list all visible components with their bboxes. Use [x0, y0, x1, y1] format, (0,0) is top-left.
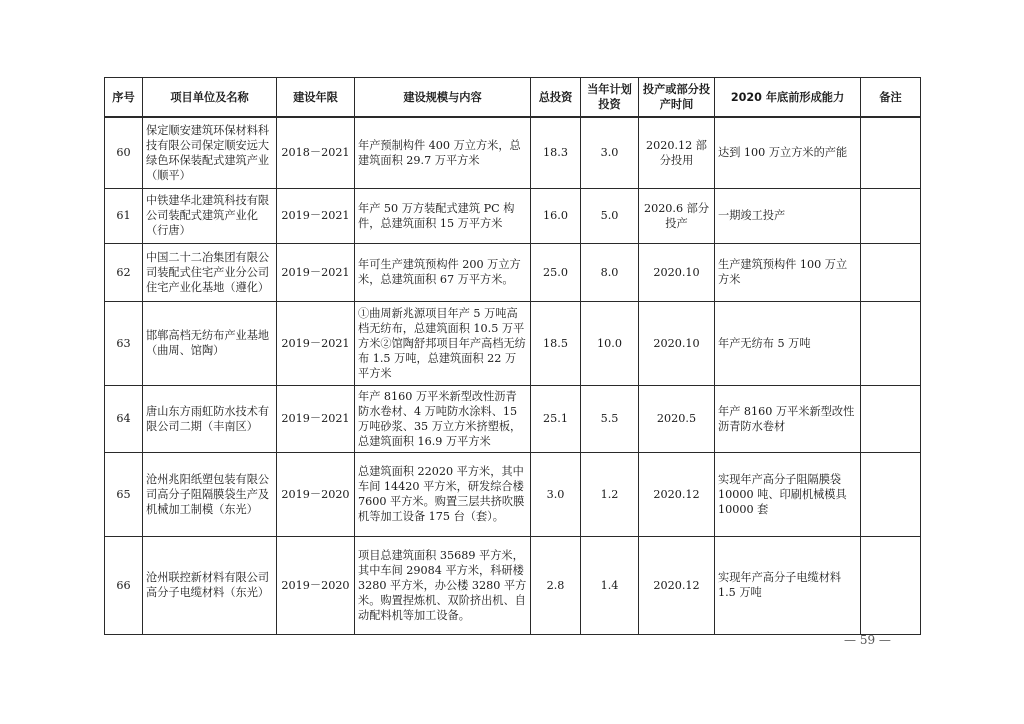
cell-no: 65 [105, 452, 143, 536]
cell-name: 中国二十二冶集团有限公司装配式住宅产业分公司住宅产业化基地（遵化） [143, 243, 277, 301]
cell-years: 2019－2021 [277, 301, 355, 385]
cell-time: 2020.12 部分投用 [639, 117, 715, 188]
cell-no: 62 [105, 243, 143, 301]
cell-time: 2020.10 [639, 243, 715, 301]
cell-capacity: 实现年产高分子电缆材料 1.5 万吨 [715, 536, 861, 634]
cell-no: 60 [105, 117, 143, 188]
cell-note [861, 536, 921, 634]
cell-name: 沧州兆阳纸塑包装有限公司高分子阻隔膜袋生产及机械加工制模（东光） [143, 452, 277, 536]
cell-years: 2019－2021 [277, 385, 355, 452]
col-header-time: 投产或部分投产时间 [639, 78, 715, 118]
col-header-no: 序号 [105, 78, 143, 118]
cell-capacity: 达到 100 万立方米的产能 [715, 117, 861, 188]
cell-scale: 项目总建筑面积 35689 平方米，其中车间 29084 平方米，科研楼 3280 平方米，办公楼 3280 平方米。购置捏炼机、双阶挤出机、自动配料机等加工设备。 [355, 536, 531, 634]
col-header-years: 建设年限 [277, 78, 355, 118]
cell-scale: ①曲周新兆源项目年产 5 万吨高档无纺布，总建筑面积 10.5 万平方米②馆陶舒邦项目年产高档无纺布 1.5 万吨，总建筑面积 22 万平方米 [355, 301, 531, 385]
cell-time: 2020.5 [639, 385, 715, 452]
cell-note [861, 385, 921, 452]
cell-capacity: 年产 8160 万平米新型改性沥青防水卷材 [715, 385, 861, 452]
cell-time: 2020.10 [639, 301, 715, 385]
cell-time: 2020.6 部分投产 [639, 188, 715, 243]
cell-name: 保定顺安建筑环保材料科技有限公司保定顺安远大绿色环保装配式建筑产业（顺平） [143, 117, 277, 188]
cell-total: 16.0 [531, 188, 581, 243]
cell-time: 2020.12 [639, 536, 715, 634]
cell-note [861, 117, 921, 188]
cell-note [861, 301, 921, 385]
cell-total: 2.8 [531, 536, 581, 634]
cell-years: 2019－2020 [277, 536, 355, 634]
table-row [105, 243, 921, 301]
cell-total: 3.0 [531, 452, 581, 536]
cell-plan: 10.0 [581, 301, 639, 385]
col-header-plan: 当年计划投资 [581, 78, 639, 118]
cell-note [861, 243, 921, 301]
cell-note [861, 452, 921, 536]
header-row [105, 78, 921, 118]
col-header-note: 备注 [861, 78, 921, 118]
cell-name: 中铁建华北建筑科技有限公司装配式建筑产业化（行唐） [143, 188, 277, 243]
cell-capacity: 生产建筑预构件 100 万立方米 [715, 243, 861, 301]
cell-plan: 8.0 [581, 243, 639, 301]
cell-years: 2019－2021 [277, 188, 355, 243]
cell-total: 25.1 [531, 385, 581, 452]
table-row [105, 385, 921, 452]
project-table [104, 77, 921, 635]
table-row [105, 117, 921, 188]
cell-years: 2019－2020 [277, 452, 355, 536]
cell-capacity: 实现年产高分子阻隔膜袋 10000 吨、印刷机械模具 10000 套 [715, 452, 861, 536]
cell-plan: 5.5 [581, 385, 639, 452]
cell-plan: 1.2 [581, 452, 639, 536]
cell-no: 63 [105, 301, 143, 385]
cell-name: 沧州联控新材料有限公司高分子电缆材料（东光） [143, 536, 277, 634]
table-row [105, 536, 921, 634]
col-header-total: 总投资 [531, 78, 581, 118]
cell-no: 66 [105, 536, 143, 634]
cell-capacity: 一期竣工投产 [715, 188, 861, 243]
page-number: — 59 — [844, 633, 891, 647]
cell-capacity: 年产无纺布 5 万吨 [715, 301, 861, 385]
cell-scale: 年可生产建筑预构件 200 万立方米，总建筑面积 67 万平方米。 [355, 243, 531, 301]
cell-name: 邯郸高档无纺布产业基地（曲周、馆陶） [143, 301, 277, 385]
table-row [105, 301, 921, 385]
cell-plan: 3.0 [581, 117, 639, 188]
cell-total: 18.3 [531, 117, 581, 188]
cell-no: 64 [105, 385, 143, 452]
cell-years: 2018－2021 [277, 117, 355, 188]
col-header-capacity: 2020 年底前形成能力 [715, 78, 861, 118]
cell-scale: 年产 8160 万平米新型改性沥青防水卷材、4 万吨防水涂料、15 万吨砂浆、35 万立方米挤塑板，总建筑面积 16.9 万平方米 [355, 385, 531, 452]
cell-name: 唐山东方雨虹防水技术有限公司二期（丰南区） [143, 385, 277, 452]
cell-no: 61 [105, 188, 143, 243]
col-header-scale: 建设规模与内容 [355, 78, 531, 118]
cell-time: 2020.12 [639, 452, 715, 536]
cell-total: 25.0 [531, 243, 581, 301]
cell-plan: 1.4 [581, 536, 639, 634]
cell-total: 18.5 [531, 301, 581, 385]
cell-scale: 年产 50 万方装配式建筑 PC 构件，总建筑面积 15 万平方米 [355, 188, 531, 243]
cell-years: 2019－2021 [277, 243, 355, 301]
cell-note [861, 188, 921, 243]
cell-scale: 总建筑面积 22020 平方米，其中车间 14420 平方米，研发综合楼 7600 平方米。购置三层共挤吹膜机等加工设备 175 台（套）。 [355, 452, 531, 536]
table-row [105, 188, 921, 243]
cell-plan: 5.0 [581, 188, 639, 243]
cell-scale: 年产预制构件 400 万立方米，总建筑面积 29.7 万平方米 [355, 117, 531, 188]
table-row [105, 452, 921, 536]
col-header-name: 项目单位及名称 [143, 78, 277, 118]
